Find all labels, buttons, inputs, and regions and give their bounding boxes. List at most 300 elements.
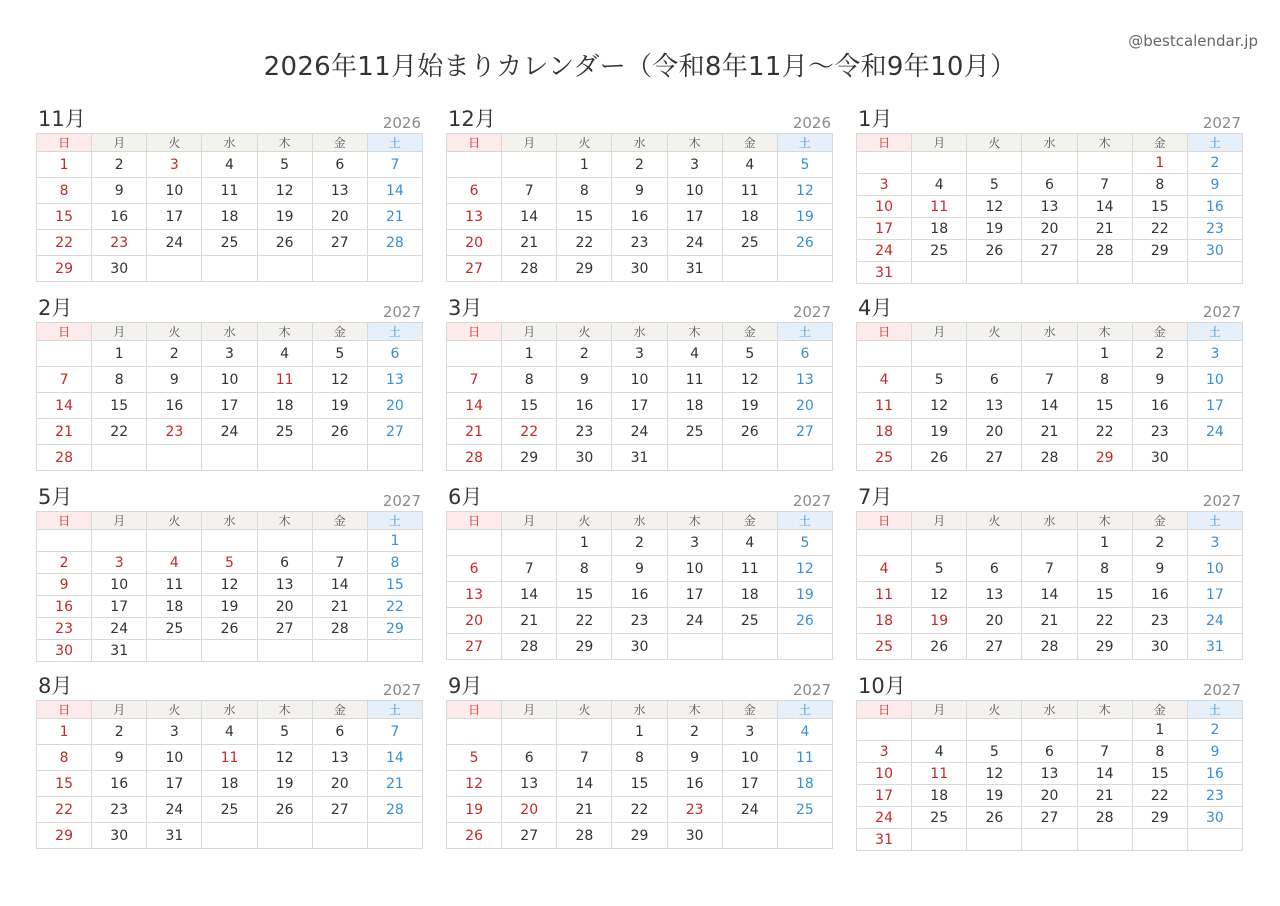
empty-cell [447,341,502,367]
weekday-header: 火 [557,512,612,530]
day-cell: 11 [147,574,202,596]
day-cell: 29 [557,256,612,282]
week-row [857,152,1243,174]
day-cell: 2 [1132,341,1187,367]
week-row [447,634,833,660]
day-cell: 26 [257,230,312,256]
day-cell: 29 [1077,634,1132,660]
week-row [447,823,833,849]
day-cell: 8 [92,367,147,393]
day-cell: 23 [557,419,612,445]
day-cell: 20 [1022,785,1077,807]
empty-cell [202,530,257,552]
day-cell: 25 [777,797,832,823]
month-name: 9月 [448,674,483,698]
day-cell: 16 [37,596,92,618]
weekday-header: 月 [912,512,967,530]
empty-cell [857,530,912,556]
empty-cell [777,256,832,282]
day-cell: 21 [37,419,92,445]
empty-cell [257,530,312,552]
month-year: 2027 [792,303,831,321]
day-cell: 24 [92,618,147,640]
month-header [446,673,833,700]
weekday-row [447,701,833,719]
day-cell: 9 [1132,556,1187,582]
week-row [447,230,833,256]
day-cell: 16 [1187,763,1242,785]
empty-cell [202,445,257,471]
day-cell: 9 [37,574,92,596]
empty-cell [202,823,257,849]
weekday-header: 月 [92,512,147,530]
empty-cell [777,823,832,849]
day-cell: 13 [312,178,367,204]
empty-cell [1022,829,1077,851]
day-cell: 4 [202,152,257,178]
month-table [36,322,423,471]
day-cell: 1 [92,341,147,367]
day-cell: 20 [967,608,1022,634]
week-row [857,785,1243,807]
day-cell: 2 [1187,152,1242,174]
weekday-header: 月 [502,323,557,341]
day-cell: 26 [912,634,967,660]
day-cell: 18 [722,582,777,608]
weekday-header: 月 [502,701,557,719]
month-table [856,511,1243,660]
day-cell: 19 [912,419,967,445]
day-cell: 21 [1077,218,1132,240]
day-cell: 23 [1132,608,1187,634]
month-year: 2027 [382,303,421,321]
day-cell: 24 [667,230,722,256]
day-cell: 31 [147,823,202,849]
day-cell: 3 [1187,341,1242,367]
day-cell: 17 [612,393,667,419]
week-row [447,341,833,367]
week-row [447,556,833,582]
empty-cell [667,634,722,660]
day-cell: 27 [502,823,557,849]
empty-cell [857,152,912,174]
week-row [857,807,1243,829]
weekday-header: 水 [612,512,667,530]
week-row [857,419,1243,445]
day-cell: 18 [857,608,912,634]
day-cell: 1 [557,152,612,178]
weekday-header: 水 [612,701,667,719]
weekday-header: 火 [557,134,612,152]
day-cell: 8 [557,556,612,582]
month-name: 6月 [448,485,483,509]
month-table [446,511,833,660]
day-cell: 6 [502,745,557,771]
month-year: 2027 [792,681,831,699]
day-cell: 23 [612,230,667,256]
week-row [37,178,423,204]
day-cell: 25 [257,419,312,445]
week-row [37,419,423,445]
month-name: 4月 [858,296,893,320]
month-table [446,133,833,282]
month-table [856,322,1243,471]
day-cell: 24 [722,797,777,823]
day-cell: 3 [667,152,722,178]
weekday-header: 水 [202,134,257,152]
weekday-header: 日 [857,134,912,152]
day-cell: 14 [502,582,557,608]
day-cell: 10 [722,745,777,771]
weekday-header: 火 [967,512,1022,530]
day-cell: 13 [967,582,1022,608]
empty-cell [1187,829,1242,851]
day-cell: 27 [447,634,502,660]
day-cell: 8 [502,367,557,393]
day-cell: 30 [1187,807,1242,829]
day-cell: 20 [967,419,1022,445]
day-cell: 12 [912,582,967,608]
day-cell: 22 [1077,608,1132,634]
weekday-header: 日 [37,323,92,341]
empty-cell [1022,262,1077,284]
empty-cell [367,256,422,282]
week-row [37,530,423,552]
day-cell: 21 [557,797,612,823]
day-cell: 21 [447,419,502,445]
day-cell: 20 [447,230,502,256]
day-cell: 1 [37,719,92,745]
day-cell: 15 [557,582,612,608]
day-cell: 22 [1077,419,1132,445]
day-cell: 23 [667,797,722,823]
weekday-header: 水 [202,701,257,719]
day-cell: 17 [147,204,202,230]
weekday-header: 火 [147,323,202,341]
day-cell: 26 [722,419,777,445]
day-cell: 22 [557,608,612,634]
day-cell: 5 [777,530,832,556]
day-cell: 25 [857,445,912,471]
day-cell: 21 [502,608,557,634]
day-cell: 14 [37,393,92,419]
day-cell: 18 [257,393,312,419]
empty-cell [202,640,257,662]
empty-cell [312,640,367,662]
day-cell: 23 [1187,218,1242,240]
day-cell: 8 [1132,741,1187,763]
day-cell: 15 [1077,393,1132,419]
day-cell: 14 [1022,582,1077,608]
day-cell: 22 [1132,785,1187,807]
day-cell: 18 [202,771,257,797]
day-cell: 31 [1187,634,1242,660]
month-year: 2027 [1202,681,1241,699]
day-cell: 12 [722,367,777,393]
empty-cell [502,152,557,178]
day-cell: 19 [312,393,367,419]
empty-cell [312,530,367,552]
day-cell: 28 [557,823,612,849]
weekday-header: 土 [777,512,832,530]
day-cell: 3 [612,341,667,367]
weekday-header: 土 [1187,134,1242,152]
day-cell: 5 [722,341,777,367]
day-cell: 6 [1022,174,1077,196]
weekday-header: 日 [37,512,92,530]
day-cell: 17 [722,771,777,797]
day-cell: 15 [1077,582,1132,608]
day-cell: 6 [367,341,422,367]
day-cell: 24 [1187,419,1242,445]
day-cell: 17 [1187,393,1242,419]
day-cell: 20 [447,608,502,634]
month-table [36,133,423,282]
day-cell: 5 [257,152,312,178]
day-cell: 23 [37,618,92,640]
weekday-header: 土 [1187,701,1242,719]
day-cell: 28 [37,445,92,471]
day-cell: 9 [1187,741,1242,763]
day-cell: 24 [1187,608,1242,634]
day-cell: 15 [557,204,612,230]
empty-cell [777,445,832,471]
empty-cell [1187,262,1242,284]
day-cell: 13 [502,771,557,797]
day-cell: 11 [722,556,777,582]
day-cell: 9 [612,178,667,204]
day-cell: 1 [612,719,667,745]
week-row [857,174,1243,196]
empty-cell [777,634,832,660]
weekday-header: 水 [1022,134,1077,152]
empty-cell [1022,719,1077,741]
day-cell: 12 [257,178,312,204]
day-cell: 27 [777,419,832,445]
weekday-row [37,134,423,152]
month-block [36,484,423,662]
week-row [447,608,833,634]
day-cell: 22 [1132,218,1187,240]
day-cell: 26 [312,419,367,445]
day-cell: 10 [1187,556,1242,582]
day-cell: 25 [202,230,257,256]
day-cell: 20 [312,204,367,230]
day-cell: 12 [912,393,967,419]
day-cell: 18 [667,393,722,419]
day-cell: 20 [312,771,367,797]
day-cell: 12 [967,196,1022,218]
day-cell: 30 [1132,634,1187,660]
month-year: 2026 [792,114,831,132]
empty-cell [857,341,912,367]
weekday-row [447,134,833,152]
week-row [857,341,1243,367]
weekday-header: 木 [1077,701,1132,719]
day-cell: 25 [857,634,912,660]
day-cell: 19 [202,596,257,618]
week-row [857,608,1243,634]
month-table [36,700,423,849]
day-cell: 16 [1187,196,1242,218]
day-cell: 20 [502,797,557,823]
day-cell: 4 [202,719,257,745]
day-cell: 6 [312,719,367,745]
weekday-header: 月 [92,134,147,152]
day-cell: 24 [202,419,257,445]
day-cell: 10 [147,745,202,771]
week-row [857,393,1243,419]
weekday-header: 月 [92,323,147,341]
day-cell: 11 [777,745,832,771]
day-cell: 29 [37,823,92,849]
day-cell: 11 [912,196,967,218]
month-block [36,106,423,282]
day-cell: 3 [1187,530,1242,556]
empty-cell [722,823,777,849]
day-cell: 4 [722,152,777,178]
weekday-header: 木 [667,512,722,530]
day-cell: 30 [1187,240,1242,262]
month-block [856,484,1243,660]
day-cell: 5 [202,552,257,574]
day-cell: 19 [967,218,1022,240]
day-cell: 5 [967,174,1022,196]
month-block [446,673,833,849]
day-cell: 27 [367,419,422,445]
day-cell: 18 [202,204,257,230]
month-table [856,700,1243,851]
day-cell: 17 [857,218,912,240]
week-row [447,771,833,797]
weekday-header: 日 [37,701,92,719]
empty-cell [722,256,777,282]
day-cell: 8 [1132,174,1187,196]
day-cell: 26 [777,608,832,634]
day-cell: 17 [667,204,722,230]
weekday-header: 木 [257,134,312,152]
week-row [37,552,423,574]
day-cell: 4 [857,556,912,582]
month-year: 2027 [382,492,421,510]
weekday-header: 木 [667,134,722,152]
day-cell: 4 [912,741,967,763]
empty-cell [912,829,967,851]
day-cell: 18 [912,785,967,807]
day-cell: 13 [447,204,502,230]
day-cell: 28 [367,230,422,256]
weekday-header: 金 [1132,512,1187,530]
day-cell: 7 [502,178,557,204]
weekday-header: 日 [447,512,502,530]
day-cell: 15 [612,771,667,797]
day-cell: 14 [1077,763,1132,785]
weekday-header: 土 [367,323,422,341]
day-cell: 15 [502,393,557,419]
day-cell: 11 [667,367,722,393]
day-cell: 15 [37,204,92,230]
weekday-header: 金 [1132,134,1187,152]
day-cell: 19 [447,797,502,823]
month-name: 1月 [858,107,893,131]
month-header [856,484,1243,511]
day-cell: 4 [722,530,777,556]
weekday-header: 木 [257,323,312,341]
day-cell: 26 [912,445,967,471]
day-cell: 14 [502,204,557,230]
site-credit: @bestcalendar.jp [1128,32,1258,50]
day-cell: 21 [367,771,422,797]
weekday-header: 火 [147,512,202,530]
weekday-header: 水 [1022,701,1077,719]
week-row [857,634,1243,660]
day-cell: 16 [557,393,612,419]
week-row [37,367,423,393]
day-cell: 1 [1077,530,1132,556]
day-cell: 6 [777,341,832,367]
day-cell: 11 [722,178,777,204]
empty-cell [312,256,367,282]
weekday-row [37,701,423,719]
day-cell: 8 [367,552,422,574]
day-cell: 28 [1022,445,1077,471]
day-cell: 30 [557,445,612,471]
weekday-header: 火 [147,701,202,719]
week-row [37,745,423,771]
month-table [446,322,833,471]
week-row [857,218,1243,240]
day-cell: 16 [92,771,147,797]
month-name: 2月 [38,296,73,320]
empty-cell [367,640,422,662]
day-cell: 10 [1187,367,1242,393]
month-header [36,484,423,511]
weekday-header: 金 [722,701,777,719]
day-cell: 19 [777,582,832,608]
day-cell: 31 [857,829,912,851]
empty-cell [447,719,502,745]
weekday-header: 土 [367,701,422,719]
month-name: 3月 [448,296,483,320]
day-cell: 27 [257,618,312,640]
day-cell: 14 [312,574,367,596]
week-row [37,771,423,797]
month-block [446,484,833,660]
day-cell: 3 [857,174,912,196]
weekday-header: 日 [37,134,92,152]
empty-cell [557,719,612,745]
day-cell: 15 [92,393,147,419]
day-cell: 28 [1077,807,1132,829]
day-cell: 7 [1022,556,1077,582]
day-cell: 30 [92,256,147,282]
weekday-header: 土 [367,512,422,530]
day-cell: 22 [37,797,92,823]
day-cell: 14 [1077,196,1132,218]
weekday-header: 木 [257,701,312,719]
day-cell: 7 [367,719,422,745]
day-cell: 26 [967,240,1022,262]
day-cell: 1 [1132,719,1187,741]
day-cell: 6 [257,552,312,574]
day-cell: 24 [667,608,722,634]
day-cell: 2 [612,152,667,178]
week-row [857,719,1243,741]
day-cell: 13 [777,367,832,393]
day-cell: 27 [1022,807,1077,829]
empty-cell [312,823,367,849]
week-row [857,556,1243,582]
